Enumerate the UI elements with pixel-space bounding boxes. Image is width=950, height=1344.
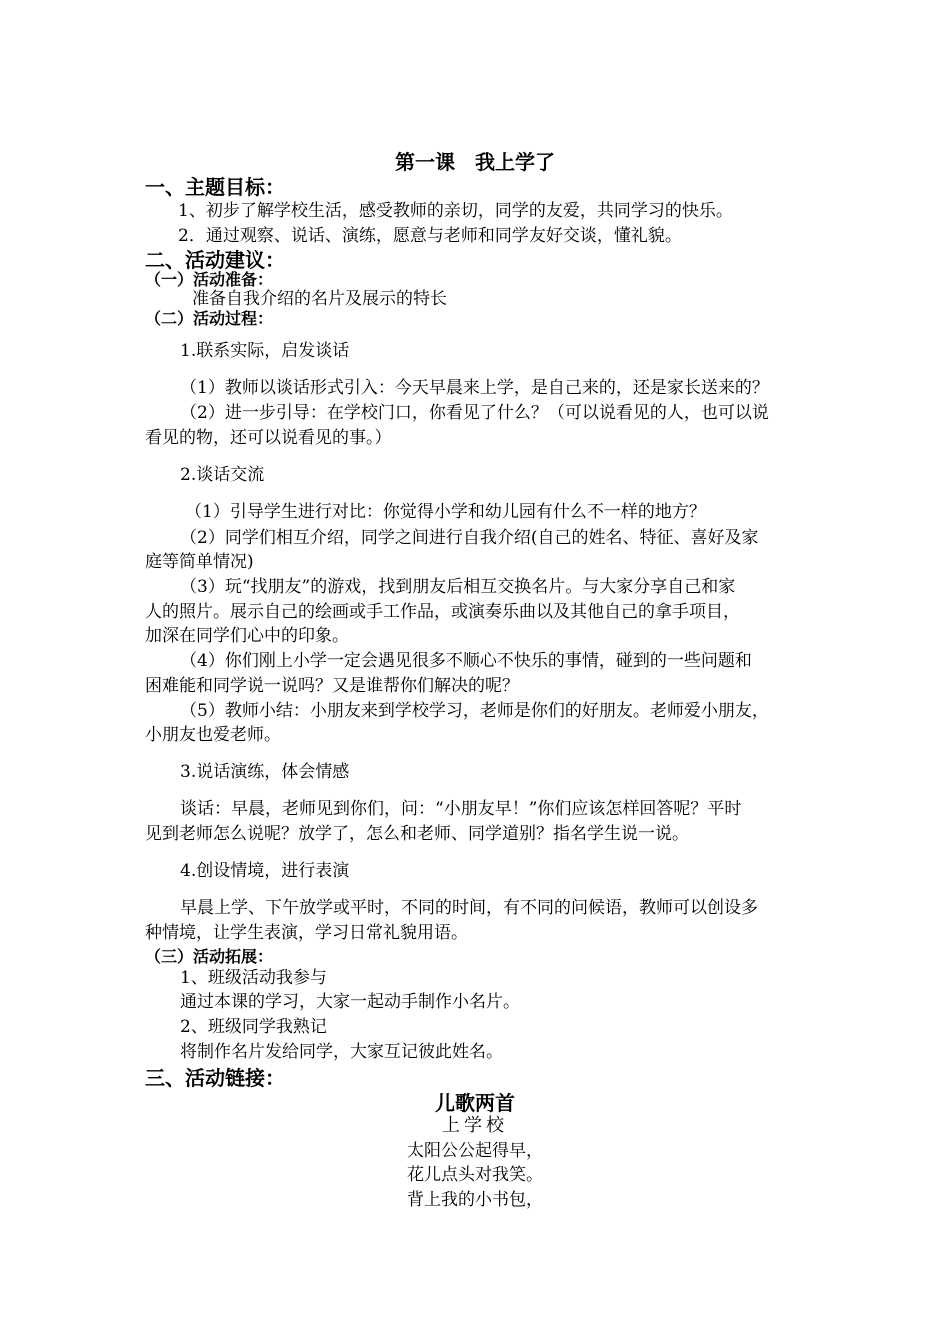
step-4-para-1b: 种情境，让学生表演，学习日常礼貌用语。 bbox=[145, 923, 468, 943]
poem-line-2: 花儿点头对我笑。 bbox=[407, 1165, 543, 1185]
poem-collection-title: 儿歌两首 bbox=[435, 1091, 515, 1115]
step-2-para-3b: 人的照片。展示自己的绘画或手工作品，或演奏乐曲以及其他自己的拿手项目， bbox=[145, 602, 740, 622]
prep-heading: （一）活动准备： bbox=[145, 270, 274, 289]
step-1-para-2b: 看见的物，还可以说看见的事。） bbox=[145, 428, 392, 448]
step-3-title: 3.说话演练，体会情感 bbox=[180, 762, 350, 782]
prep-text: 准备自我介绍的名片及展示的特长 bbox=[192, 289, 447, 309]
step-4-title: 4.创设情境，进行表演 bbox=[180, 861, 350, 881]
extension-1-title: 1、班级活动我参与 bbox=[180, 968, 327, 988]
step-2-para-2b: 庭等简单情况) bbox=[145, 552, 254, 572]
step-2-title: 2.谈话交流 bbox=[180, 465, 265, 485]
section-2-heading: 二、活动建议： bbox=[145, 248, 285, 272]
extension-heading: （三）活动拓展： bbox=[145, 947, 274, 966]
step-3-para-1a: 谈话：早晨，老师见到你们，问：“小朋友早！”你们应该怎样回答呢？平时 bbox=[180, 799, 742, 819]
step-2-para-3c: 加深在同学们心中的印象。 bbox=[145, 626, 349, 646]
step-4-para-1a: 早晨上学、下午放学或平时，不同的时间，有不同的问候语，教师可以创设多 bbox=[180, 898, 758, 918]
process-heading: （二）活动过程： bbox=[145, 309, 274, 328]
extension-2-text: 将制作名片发给同学，大家互记彼此姓名。 bbox=[180, 1042, 503, 1062]
poem-line-1: 太阳公公起得早， bbox=[407, 1141, 543, 1161]
poem-line-3: 背上我的小书包， bbox=[407, 1190, 543, 1210]
step-1-title: 1.联系实际，启发谈话 bbox=[180, 341, 350, 361]
step-1-para-1: （1）教师以谈话形式引入：今天早晨来上学，是自己来的，还是家长送来的？ bbox=[180, 378, 769, 398]
goal-1: 1、初步了解学校生活，感受教师的亲切，同学的友爱，共同学习的快乐。 bbox=[178, 201, 733, 221]
section-3-heading: 三、活动链接： bbox=[145, 1066, 285, 1090]
step-3-para-1b: 见到老师怎么说呢？放学了，怎么和老师、同学道别？指名学生说一说。 bbox=[145, 824, 689, 844]
step-2-para-4b: 困难能和同学说一说吗？又是谁帮你们解决的呢？ bbox=[145, 676, 519, 696]
step-2-para-5a: （5）教师小结：小朋友来到学校学习，老师是你们的好朋友。老师爱小朋友， bbox=[180, 701, 769, 721]
goal-2: 2．通过观察、说话、演练，愿意与老师和同学友好交谈，懂礼貌。 bbox=[178, 226, 682, 246]
page-title: 第一课 我上学了 bbox=[395, 150, 555, 174]
step-2-para-5b: 小朋友也爱老师。 bbox=[145, 725, 281, 745]
extension-2-title: 2、班级同学我熟记 bbox=[180, 1017, 327, 1037]
poem-title: 上学校 bbox=[442, 1115, 508, 1136]
step-2-para-4a: （4）你们刚上小学一定会遇见很多不顺心不快乐的事情，碰到的一些问题和 bbox=[180, 651, 752, 671]
section-1-heading: 一、主题目标： bbox=[145, 175, 285, 199]
step-2-para-2a: （2）同学们相互介绍，同学之间进行自我介绍(自己的姓名、特征、喜好及家 bbox=[180, 528, 759, 548]
step-2-para-1: （1）引导学生进行对比：你觉得小学和幼儿园有什么不一样的地方？ bbox=[185, 502, 706, 522]
step-1-para-2a: （2）进一步引导：在学校门口，你看见了什么？（可以说看见的人，也可以说 bbox=[180, 403, 769, 423]
step-2-para-3a: （3）玩“找朋友”的游戏，找到朋友后相互交换名片。与大家分享自己和家 bbox=[180, 577, 736, 597]
extension-1-text: 通过本课的学习，大家一起动手制作小名片。 bbox=[180, 992, 520, 1012]
